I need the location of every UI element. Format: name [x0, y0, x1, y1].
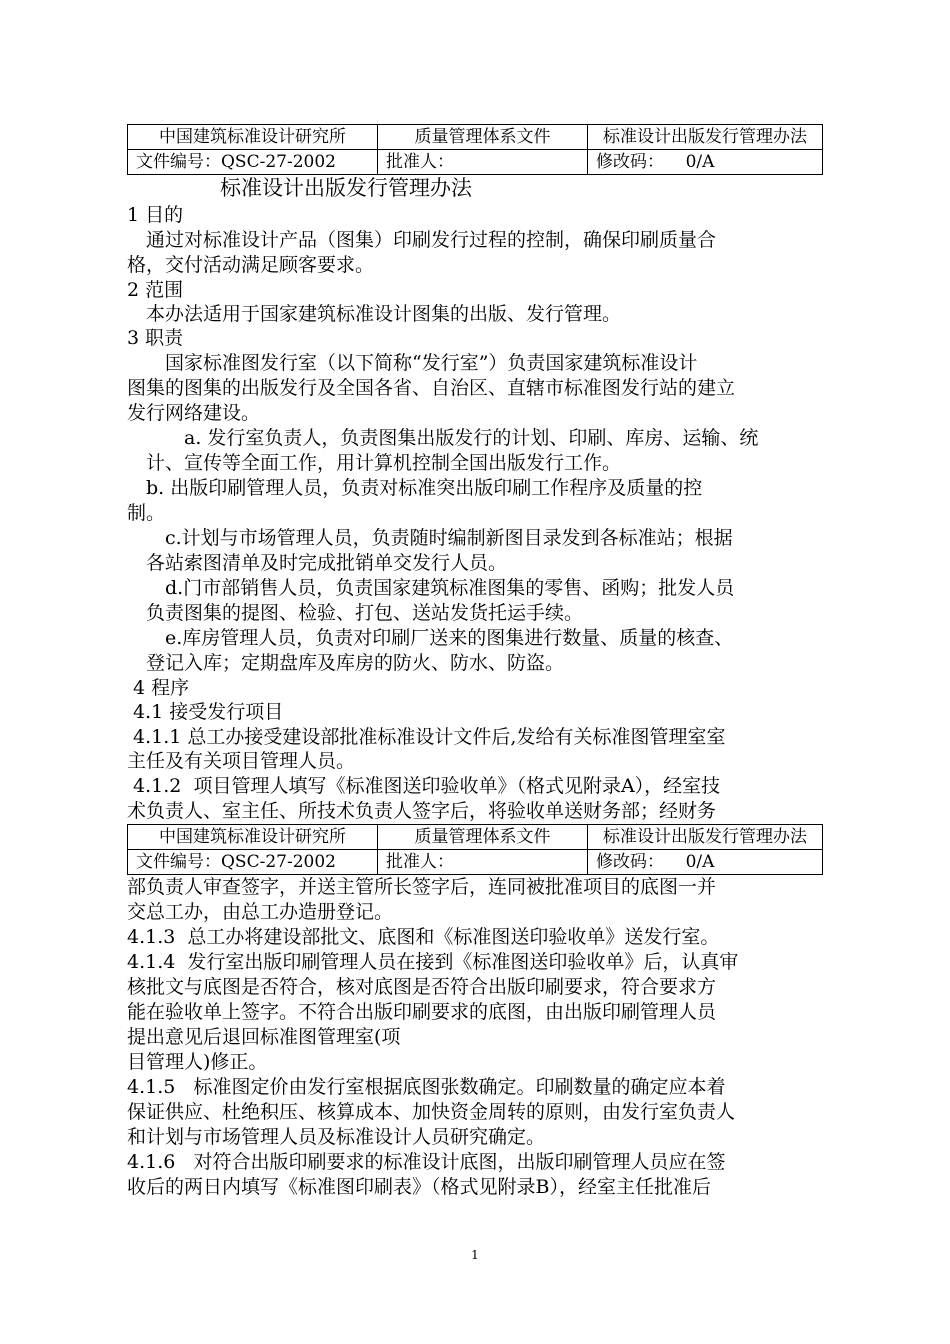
text-line: a. 发行室负责人，负责图集出版发行的计划、印刷、库房、运输、统: [127, 427, 759, 449]
text-line: 和计划与市场管理人员及标准设计人员研究确定。: [127, 1126, 546, 1148]
text-line: 图集的图集的出版发行及全国各省、自治区、直辖市标准图发行站的建立: [127, 377, 736, 399]
text-line: 4.1.2 项目管理人填写《标准图送印验收单》（格式见附录A），经室技: [127, 775, 721, 797]
text-line: b. 出版印刷管理人员，负责对标准突出版印刷工作程序及质量的控: [127, 477, 703, 499]
text-line: 2 范围: [127, 279, 184, 301]
document-title: 标准设计出版发行管理办法: [220, 176, 472, 200]
text-line: 3 职责: [127, 327, 184, 349]
text-line: 格，交付活动满足顾客要求。: [127, 254, 375, 276]
header-table-top: [127, 124, 823, 175]
text-line: 目管理人)修正。: [127, 1051, 268, 1073]
text-line: d.门市部销售人员，负责国家建筑标准图集的零售、函购；批发人员: [127, 577, 735, 599]
text-line: 收后的两日内填写《标准图印刷表》（格式见附录B），经室主任批准后: [127, 1176, 711, 1198]
header-org: 中国建筑标准设计研究所: [128, 825, 378, 850]
header-file-no: 文件编号：QSC-27-2002: [128, 150, 378, 175]
text-line: e.库房管理人员，负责对印刷厂送来的图集进行数量、质量的核查、: [127, 627, 734, 649]
header-approver: 批准人：: [378, 150, 588, 175]
text-line: 通过对标准设计产品（图集）印刷发行过程的控制，确保印刷质量合: [127, 229, 717, 251]
text-line: 4.1.5 标准图定价由发行室根据底图张数确定。印刷数量的确定应本着: [127, 1076, 726, 1098]
header-revision: 修改码： 0/A: [588, 150, 823, 175]
text-line: 4.1.6 对符合出版印刷要求的标准设计底图，出版印刷管理人员应在签: [127, 1151, 726, 1173]
header-revision: 修改码： 0/A: [588, 850, 823, 875]
text-line: 4.1 接受发行项目: [127, 701, 284, 723]
text-line: 主任及有关项目管理人员。: [127, 750, 356, 772]
text-line: 制。: [127, 502, 166, 524]
text-line: 4.1.1 总工办接受建设部批准标准设计文件后,发给有关标准图管理室室: [127, 726, 726, 748]
text-line: 4.1.3 总工办将建设部批文、底图和《标准图送印验收单》送发行室。: [127, 926, 720, 948]
text-line: 部负责人审查签字，并送主管所长签字后，连同被批准项目的底图一并: [127, 876, 717, 898]
page-number: 1: [471, 1248, 479, 1262]
text-line: 本办法适用于国家建筑标准设计图集的出版、发行管理。: [127, 303, 622, 325]
text-line: 计、宣传等全面工作，用计算机控制全国出版发行工作。: [127, 452, 622, 474]
text-line: c.计划与市场管理人员，负责随时编制新图目录发到各标准站；根据: [127, 527, 733, 549]
text-line: 发行网络建设。: [127, 402, 261, 424]
header-file-no: 文件编号：QSC-27-2002: [128, 850, 378, 875]
header-table-repeat: [127, 824, 823, 875]
text-line: 登记入库；定期盘库及库房的防火、防水、防盗。: [127, 652, 565, 674]
text-line: 国家标准图发行室（以下简称“发行室”）负责国家建筑标准设计: [127, 352, 698, 374]
header-org: 中国建筑标准设计研究所: [128, 125, 378, 150]
text-line: 提出意见后退回标准图管理室(项: [127, 1026, 401, 1048]
header-approver: 批准人：: [378, 850, 588, 875]
text-line: 核批文与底图是否符合，核对底图是否符合出版印刷要求，符合要求方: [127, 976, 717, 998]
header-doc-type: 质量管理体系文件: [378, 125, 588, 150]
text-line: 1 目的: [127, 204, 184, 226]
header-doc-title: 标准设计出版发行管理办法: [588, 825, 823, 850]
text-line: 保证供应、杜绝积压、核算成本、加快资金周转的原则，由发行室负责人: [127, 1101, 736, 1123]
text-line: 4 程序: [127, 677, 190, 699]
header-doc-type: 质量管理体系文件: [378, 825, 588, 850]
text-line: 术负责人、室主任、所技术负责人签字后，将验收单送财务部；经财务: [127, 800, 717, 822]
text-line: 负责图集的提图、检验、打包、送站发货托运手续。: [127, 602, 584, 624]
header-doc-title: 标准设计出版发行管理办法: [588, 125, 823, 150]
text-line: 各站索图清单及时完成批销单交发行人员。: [127, 552, 508, 574]
text-line: 能在验收单上签字。不符合出版印刷要求的底图，由出版印刷管理人员: [127, 1001, 717, 1023]
text-line: 4.1.4 发行室出版印刷管理人员在接到《标准图送印验收单》后，认真审: [127, 951, 739, 973]
text-line: 交总工办，由总工办造册登记。: [127, 901, 394, 923]
